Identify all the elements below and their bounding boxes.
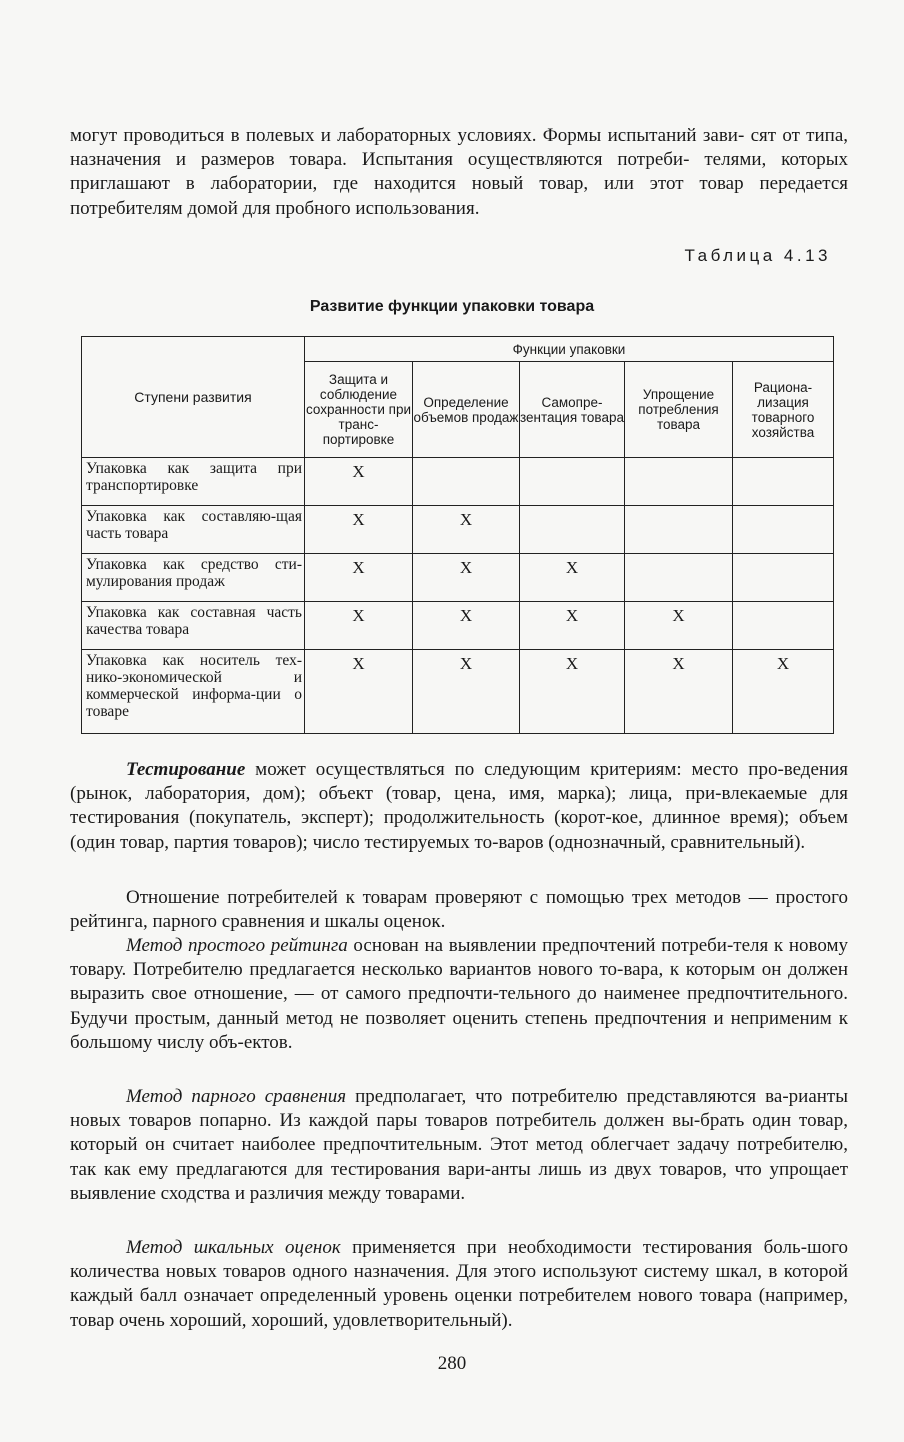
- intro-line: сят от типа, назначения и размеров товара. Испытания осуществляются потреби-: [70, 125, 849, 171]
- mark-cell: X: [413, 506, 520, 554]
- mark-cell: X: [413, 602, 520, 650]
- stage-cell: Упаковка как составная часть качества товара: [82, 602, 305, 650]
- stage-cell: Упаковка как составляю-щая часть товара: [82, 506, 305, 554]
- term-simple-rating: Метод простого рейтинга: [126, 935, 348, 956]
- paragraph-text: предполагает, что потребителю представляются ва-рианты новых товаров попарно. Из каждой пары товаров потребитель должен вы-брать один товар, который он считает наиболее предпочтительным. Этот метод облегчает задачу потребителю, так как ему предлагаются для тестирования вари-анты лишь из двух товаров, что упрощает выявление сходства и различия между товарами.: [70, 1086, 848, 1204]
- paired-comparison-paragraph: [70, 1085, 848, 1206]
- paragraph-text: основан на выявлении предпочтений потреби-теля к новому товару. Потребителю предлагается несколько вариантов нового то-вара, к которым он должен выразить свое отношение, — от самого предпочти-тельного до наименее предпочтительного. Будучи простым, данный метод не позволяет оценить степень предпочтения и неприменим к большому числу объ-ектов.: [70, 935, 848, 1053]
- table-row: [82, 602, 834, 650]
- mark-cell: [625, 458, 733, 506]
- mark-cell: [625, 506, 733, 554]
- term-paired-comparison: Метод парного сравнения: [126, 1086, 347, 1107]
- paragraph-text: Отношение потребителей к товарам проверяют с помощью трех методов — простого рейтинга, парного сравнения и шкалы оценок.: [70, 887, 848, 933]
- table-row: [82, 650, 834, 734]
- mark-cell: X: [413, 650, 520, 734]
- intro-line: могут проводиться в полевых и лабораторных условиях. Формы испытаний зави-: [70, 125, 745, 146]
- term-scale-ratings: Метод шкальных оценок: [126, 1237, 341, 1258]
- table-title: Развитие функции упаковки товара: [309, 298, 595, 315]
- mark-cell: [520, 506, 625, 554]
- mark-cell: X: [305, 650, 413, 734]
- intro-line: телями, которых приглашают в лаборатории, где находится новый товар, или этот: [70, 149, 849, 195]
- mark-cell: X: [413, 554, 520, 602]
- paragraph-text: может осуществляться по следующим критериям: место про-ведения (рынок, лаборатория, дом); объект (товар, цена, имя, марка); лица, при-влекаемые для тестирования (покупатель, эксперт); продолжительность (корот-кое, длинное время); объем (один товар, партия товаров); число тестируемых то-варов (однозначный, сравнительный).: [70, 759, 848, 853]
- scale-ratings-paragraph: [70, 1236, 848, 1333]
- stage-column-header: Ступени развития: [82, 337, 305, 458]
- stage-cell: Упаковка как носитель тех-нико-экономической и коммерческой информа-ции о товаре: [82, 650, 305, 734]
- table-row: [82, 458, 834, 506]
- testing-criteria-paragraph: [70, 758, 848, 855]
- mark-cell: X: [733, 650, 834, 734]
- function-header: Определение объемов продаж: [413, 362, 520, 458]
- term-testing: Тестирование: [126, 759, 246, 780]
- page-number: 280: [437, 1353, 467, 1374]
- paragraph-text: применяется при необходимости тестирования боль-шого количества новых товаров одного назначения. Для этого используют систему шкал, в которой каждый балл означает определенный уровень оценки потребителем нового товара (например, товар очень хороший, хороший, удовлетворительный).: [70, 1237, 848, 1331]
- mark-cell: [625, 554, 733, 602]
- function-header: Рациона-лизация товарного хозяйства: [733, 362, 834, 458]
- mark-cell: [733, 458, 834, 506]
- methods-overview-paragraph: [70, 886, 848, 934]
- functions-group-header: Функции упаковки: [305, 337, 834, 362]
- mark-cell: X: [520, 650, 625, 734]
- mark-cell: X: [305, 458, 413, 506]
- mark-cell: [520, 458, 625, 506]
- packaging-functions-table: [81, 336, 834, 734]
- mark-cell: [733, 554, 834, 602]
- mark-cell: X: [305, 506, 413, 554]
- intro-paragraph: [70, 124, 848, 221]
- stage-cell: Упаковка как средство сти-мулирования продаж: [82, 554, 305, 602]
- simple-rating-paragraph: [70, 934, 848, 1055]
- function-header: Самопре-зентация товара: [520, 362, 625, 458]
- stage-cell: Упаковка как защита при транспортировке: [82, 458, 305, 506]
- table-label: Таблица 4.13: [684, 246, 831, 265]
- function-header: Защита и соблюдение сохранности при транс-портировке: [305, 362, 413, 458]
- intro-line: товар передается потребителям домой для пробного использования.: [70, 173, 849, 219]
- mark-cell: X: [520, 602, 625, 650]
- mark-cell: [733, 506, 834, 554]
- mark-cell: X: [305, 602, 413, 650]
- mark-cell: X: [625, 650, 733, 734]
- mark-cell: [733, 602, 834, 650]
- mark-cell: X: [520, 554, 625, 602]
- mark-cell: X: [305, 554, 413, 602]
- mark-cell: X: [625, 602, 733, 650]
- function-header: Упрощение потребления товара: [625, 362, 733, 458]
- table-row: [82, 506, 834, 554]
- mark-cell: [413, 458, 520, 506]
- table-row: [82, 554, 834, 602]
